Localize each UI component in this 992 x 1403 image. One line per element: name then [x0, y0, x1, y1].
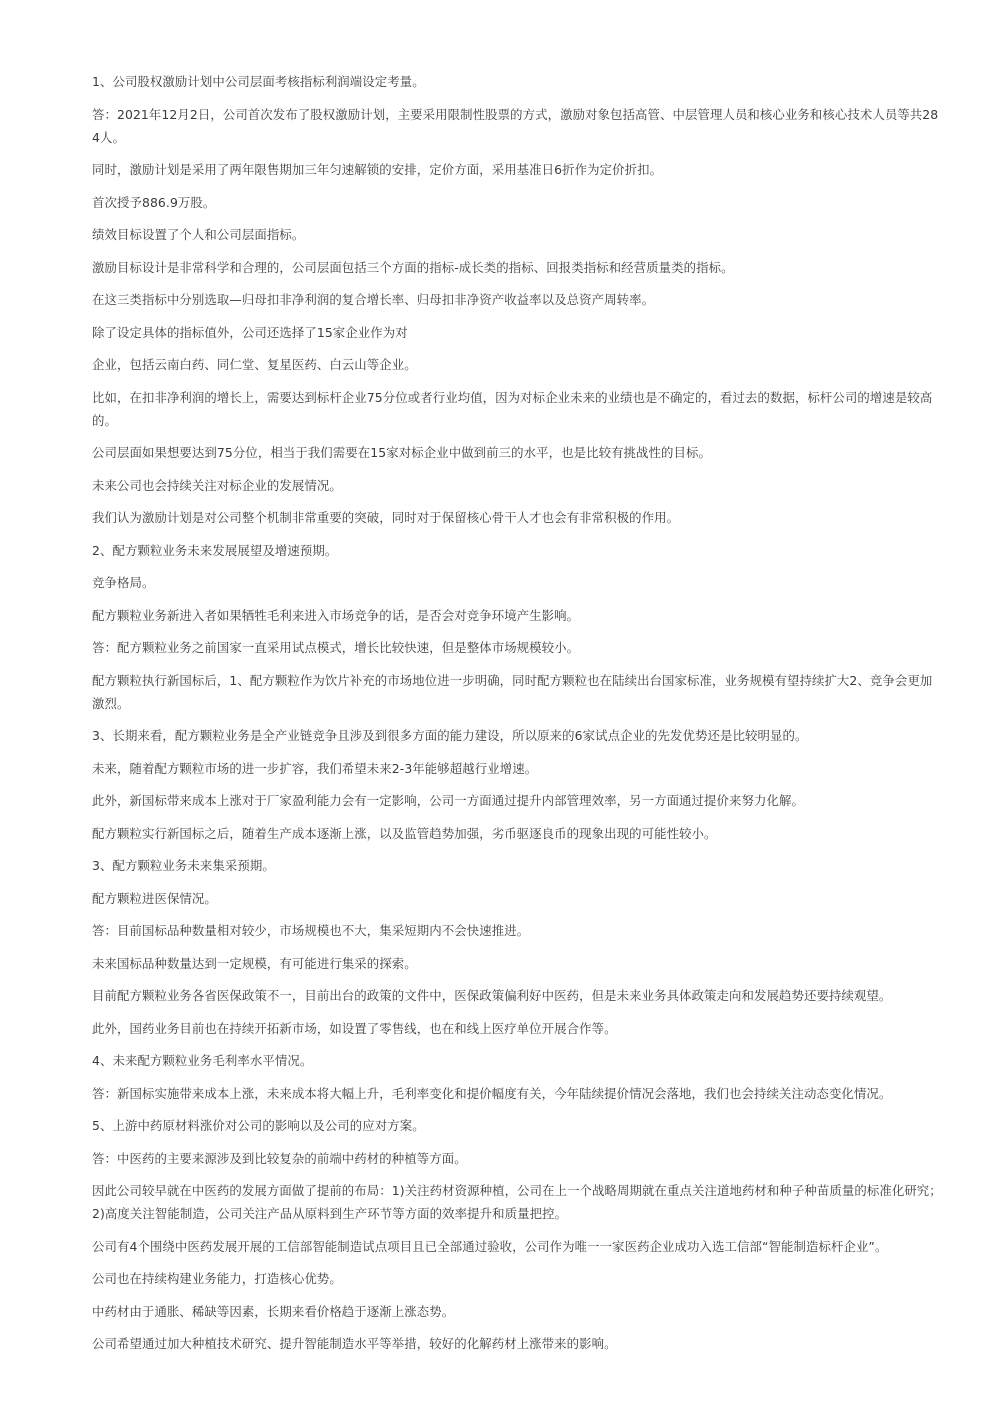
paragraph: 公司有4个围绕中医药发展开展的工信部智能制造试点项目且已全部通过验收，公司作为唯一一家医药企业成功入选工信部“智能制造标杆企业”。	[92, 1238, 888, 1254]
paragraph: 配方颗粒业务新进入者如果牺牲毛利来进入市场竞争的话，是否会对竞争环境产生影响。	[92, 607, 580, 623]
paragraph: 未来国标品种数量达到一定规模，有可能进行集采的探索。	[92, 955, 417, 971]
paragraph: 公司希望通过加大种植技术研究、提升智能制造水平等举措，较好的化解药材上涨带来的影响。	[92, 1336, 617, 1351]
paragraph: 公司层面如果想要达到75分位，相当于我们需要在15家对标企业中做到前三的水平，也是比较有挑战性的目标。	[92, 445, 711, 460]
paragraph: 在这三类指标中分别选取—归母扣非净利润的复合增长率、归母扣非净资产收益率以及总资产周转率。	[92, 292, 655, 307]
paragraph: 目前配方颗粒业务各省医保政策不一，目前出台的政策的文件中，医保政策偏利好中医药，但是未来业务具体政策走向和发展趋势还要持续观望。	[92, 988, 892, 1003]
paragraph: 竞争格局。	[92, 575, 155, 590]
paragraph: 配方颗粒实行新国标之后，随着生产成本逐渐上涨，以及监管趋势加强，劣币驱逐良币的现象出现的可能性较小。	[92, 825, 717, 841]
paragraph-q2-title: 2、配方颗粒业务未来发展展望及增速预期。	[92, 542, 338, 558]
paragraph-q5-title: 5、上游中药原材料涨价对公司的影响以及公司的应对方案。	[92, 1118, 425, 1133]
paragraph: 此外，新国标带来成本上涨对于厂家盈利能力会有一定影响，公司一方面通过提升内部管理效率，另一方面通过提价来努力化解。	[92, 793, 804, 808]
paragraph: 公司也在持续构建业务能力，打造核心优势。	[92, 1271, 342, 1286]
paragraph: 除了设定具体的指标值外，公司还选择了15家企业作为对	[92, 324, 408, 340]
paragraph-q4-title: 4、未来配方颗粒业务毛利率水平情况。	[92, 1053, 313, 1068]
paragraph: 中药材由于通胀、稀缺等因素，长期来看价格趋于逐渐上涨态势。	[92, 1303, 455, 1319]
paragraph: 答：中医药的主要来源涉及到比较复杂的前端中药材的种植等方面。	[92, 1150, 467, 1166]
paragraph: 企业，包括云南白药、同仁堂、复星医药、白云山等企业。	[92, 357, 417, 372]
paragraph: 答：新国标实施带来成本上涨，未来成本将大幅上升，毛利率变化和提价幅度有关，今年陆续提价情况会落地，我们也会持续关注动态变化情况。	[92, 1085, 892, 1101]
paragraph: 我们认为激励计划是对公司整个机制非常重要的突破，同时对于保留核心骨干人才也会有非常积极的作用。	[92, 510, 680, 525]
paragraph: 因此公司较早就在中医药的发展方面做了提前的布局：1)关注药材资源种植，公司在上一个战略周期就在重点关注道地药材和种子种苗质量的标准化研究；2)高度关注智能制造，公司关注产品从原料到生产环节等方面的效率提升和质量把控。	[92, 1183, 942, 1221]
paragraph: 未来，随着配方颗粒市场的进一步扩容，我们希望未来2-3年能够超越行业增速。	[92, 760, 538, 776]
paragraph: 激励目标设计是非常科学和合理的，公司层面包括三个方面的指标-成长类的指标、回报类指标和经营质量类的指标。	[92, 259, 734, 275]
paragraph: 答：目前国标品种数量相对较少，市场规模也不大，集采短期内不会快速推进。	[92, 923, 530, 938]
paragraph: 配方颗粒执行新国标后，1、配方颗粒作为饮片补充的市场地位进一步明确，同时配方颗粒也在陆续出台国家标准，业务规模有望持续扩大2、竞争会更加激烈。	[92, 672, 933, 711]
paragraph-q3-title: 3、配方颗粒业务未来集采预期。	[92, 858, 275, 873]
paragraph-q1-title: 1、公司股权激励计划中公司层面考核指标利润端设定考量。	[92, 74, 425, 89]
paragraph: 首次授予886.9万股。	[92, 194, 216, 210]
paragraph: 此外，国药业务目前也在持续开拓新市场，如设置了零售线，也在和线上医疗单位开展合作等。	[92, 1020, 617, 1036]
paragraph: 绩效目标设置了个人和公司层面指标。	[92, 227, 305, 242]
paragraph: 比如，在扣非净利润的增长上，需要达到标杆企业75分位或者行业均值，因为对标企业未来的业绩也是不确定的，看过去的数据，标杆公司的增速是较高的。	[92, 389, 933, 428]
paragraph: 未来公司也会持续关注对标企业的发展情况。	[92, 477, 342, 493]
paragraph: 答：2021年12月2日，公司首次发布了股权激励计划，主要采用限制性股票的方式，激励对象包括高管、中层管理人员和核心业务和核心技术人员等共284人。	[92, 106, 939, 145]
paragraph: 同时，激励计划是采用了两年限售期加三年匀速解锁的安排，定价方面，采用基准日6折作为定价折扣。	[92, 162, 663, 177]
paragraph: 配方颗粒进医保情况。	[92, 890, 217, 906]
paragraph: 3、长期来看，配方颗粒业务是全产业链竞争且涉及到很多方面的能力建设，所以原来的6家试点企业的先发优势还是比较明显的。	[92, 728, 808, 743]
document-page	[92, 70, 944, 1365]
paragraph: 答：配方颗粒业务之前国家一直采用试点模式，增长比较快速，但是整体市场规模较小。	[92, 640, 580, 655]
